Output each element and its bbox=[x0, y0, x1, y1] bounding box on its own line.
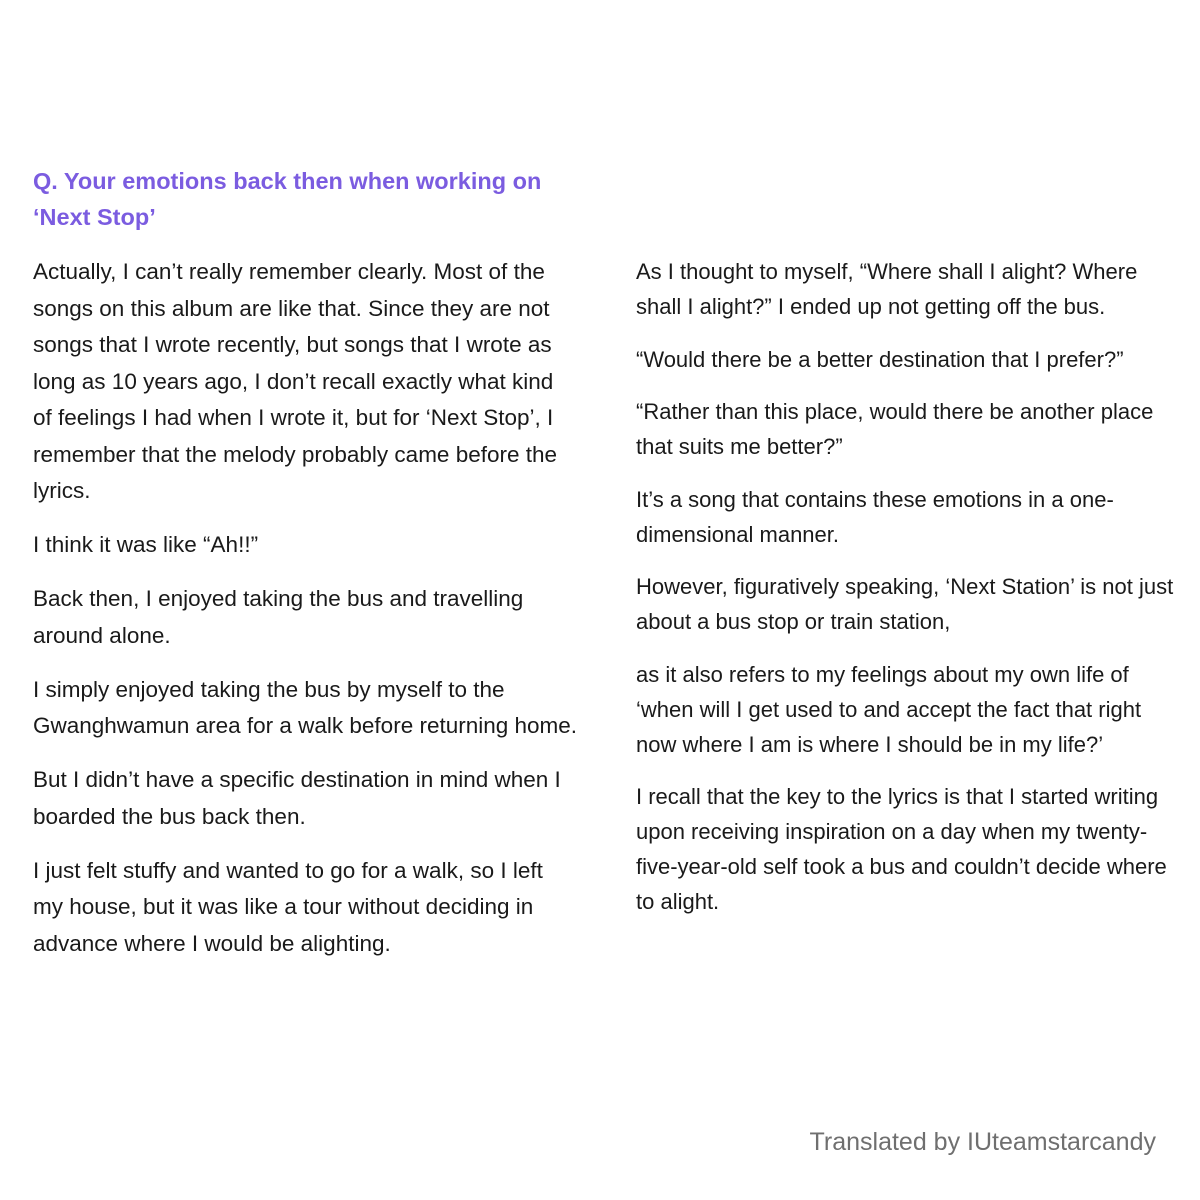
answer-column-right bbox=[636, 254, 1181, 937]
answer-paragraph: I recall that the key to the lyrics is that I started writing upon receiving inspiration on a day when my twenty-five-year-old self took a bus and couldn’t decide where to alight. bbox=[636, 784, 1167, 914]
answer-paragraph: As I thought to myself, “Where shall I alight? Where shall I alight?” I ended up not getting off the bus. bbox=[636, 259, 1138, 319]
answer-paragraph: I just felt stuffy and wanted to go for a walk, so I left my house, but it was like a tour without deciding in advance where I would be alighting. bbox=[33, 857, 543, 956]
answer-paragraph: It’s a song that contains these emotions in a one-dimensional manner. bbox=[636, 486, 1114, 547]
answer-paragraph: But I didn’t have a specific destination in mind when I boarded the bus back then. bbox=[33, 767, 561, 829]
answer-paragraph: I think it was like “Ah!!” bbox=[33, 532, 259, 557]
answer-paragraph: “Would there be a better destination that I prefer?” bbox=[636, 346, 1124, 372]
question-heading: Q. Your emotions back then when working on ‘Next Stop’ bbox=[33, 168, 542, 230]
answer-paragraph: “Rather than this place, would there be another place that suits me better?” bbox=[636, 399, 1154, 459]
answer-paragraph: Actually, I can’t really remember clearly. Most of the songs on this album are like that. Since they are not songs that I wrote recently, but songs that I wrote as long as 10 years ago, I don’t recall exactly what kind of feelings I had when I wrote it, but for ‘Next Stop’, I remember that the melody probably came before the lyrics. bbox=[33, 259, 558, 503]
answer-paragraph: as it also refers to my feelings about my own life of ‘when will I get used to and accept the fact that right now where I am is where I should be in my life?’ bbox=[636, 661, 1142, 757]
translator-credit: Translated by IUteamstarcandy bbox=[809, 1128, 1156, 1156]
answer-column-left bbox=[33, 254, 578, 980]
answer-paragraph: Back then, I enjoyed taking the bus and travelling around alone. bbox=[33, 586, 524, 648]
answer-paragraph: However, figuratively speaking, ‘Next Station’ is not just about a bus stop or train station, bbox=[636, 574, 1174, 634]
answer-paragraph: I simply enjoyed taking the bus by myself to the Gwanghwamun area for a walk before returning home. bbox=[33, 676, 578, 738]
